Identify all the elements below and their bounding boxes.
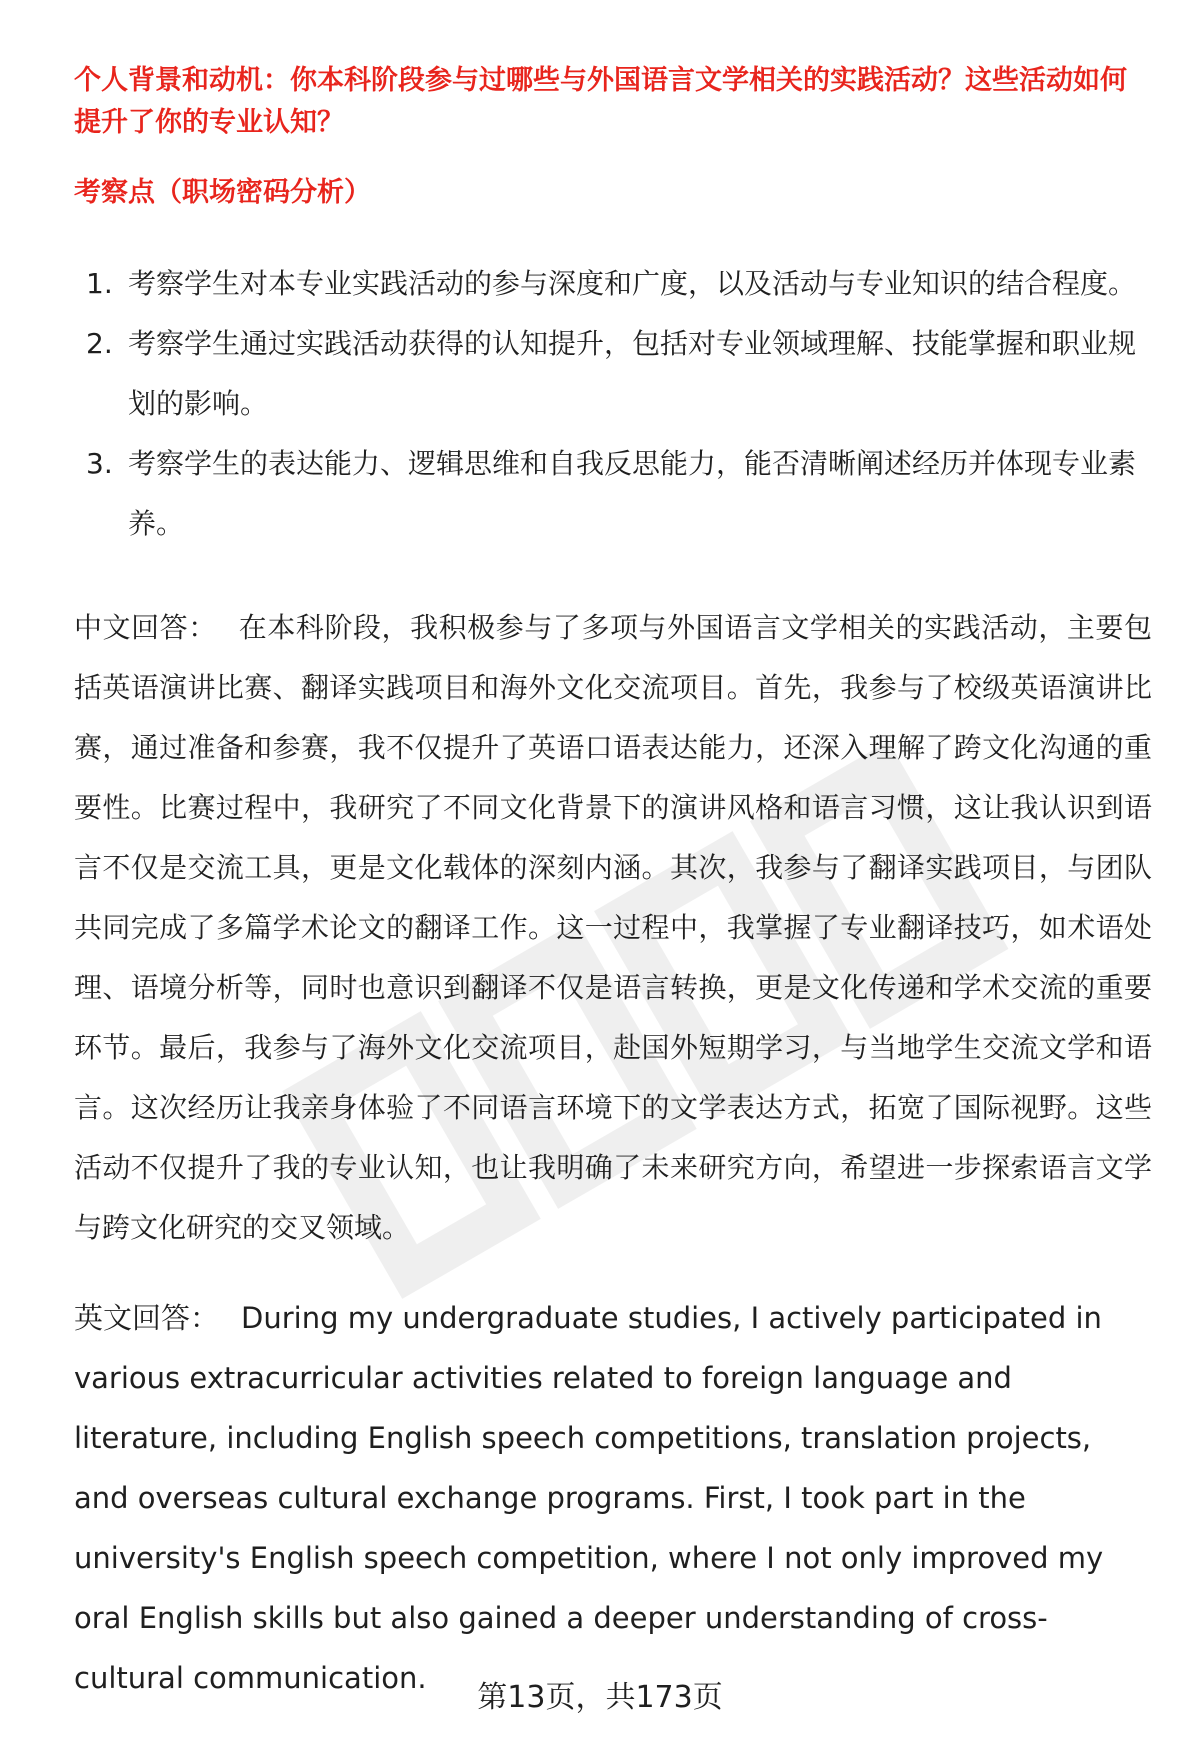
list-item-text: 考察学生对本专业实践活动的参与深度和广度，以及活动与专业知识的结合程度。 <box>128 267 1137 300</box>
chinese-answer-label: 中文回答： <box>74 611 217 644</box>
english-answer-text: During my undergraduate studies, I actively participated in various extracurricular activities related to foreign language and literature, including English speech competitions, translation projects, and overseas cultural exchange programs. First, I took part in the university's English speech competition, where I not only improved my oral English skills but also gained a deeper understanding of cross-cultural communication. <box>74 1301 1104 1695</box>
page-number: 第13页，共173页 <box>477 1680 723 1715</box>
assessment-points-list <box>74 254 1152 554</box>
english-answer <box>74 1288 1152 1708</box>
document-page <box>74 60 1152 1708</box>
list-item-text: 考察学生通过实践活动获得的认知提升，包括对专业领域理解、技能掌握和职业规划的影响。 <box>128 327 1137 420</box>
english-answer-label: 英文回答： <box>74 1301 220 1335</box>
section-title: 考察点（职场密码分析） <box>74 177 371 208</box>
question-heading: 个人背景和动机：你本科阶段参与过哪些与外国语言文学相关的实践活动？这些活动如何提升了你的专业认知？ <box>74 65 1127 138</box>
list-number: 1. <box>86 267 113 300</box>
list-item-text: 考察学生的表达能力、逻辑思维和自我反思能力，能否清晰阐述经历并体现专业素养。 <box>128 447 1137 540</box>
list-item <box>74 314 1152 434</box>
list-item <box>74 434 1152 554</box>
chinese-answer-text: 在本科阶段，我积极参与了多项与外国语言文学相关的实践活动，主要包括英语演讲比赛、翻译实践项目和海外文化交流项目。首先，我参与了校级英语演讲比赛，通过准备和参赛，我不仅提升了英语口语表达能力，还深入理解了跨文化沟通的重要性。比赛过程中，我研究了不同文化背景下的演讲风格和语言习惯，这让我认识到语言不仅是交流工具，更是文化载体的深刻内涵。其次，我参与了翻译实践项目，与团队共同完成了多篇学术论文的翻译工作。这一过程中，我掌握了专业翻译技巧，如术语处理、语境分析等，同时也意识到翻译不仅是语言转换，更是文化传递和学术交流的重要环节。最后，我参与了海外文化交流项目，赴国外短期学习，与当地学生交流文学和语言。这次经历让我亲身体验了不同语言环境下的文学表达方式，拓宽了国际视野。这些活动不仅提升了我的专业认知，也让我明确了未来研究方向，希望进一步探索语言文学与跨文化研究的交叉领域。 <box>74 611 1152 1244</box>
list-item <box>74 254 1152 314</box>
chinese-answer <box>74 598 1152 1258</box>
list-number: 2. <box>86 327 113 360</box>
list-number: 3. <box>86 447 113 480</box>
